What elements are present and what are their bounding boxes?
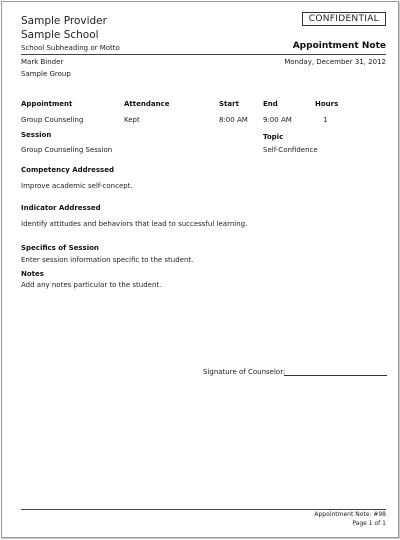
topic-label: Topic (263, 133, 284, 141)
specifics-value: Enter session information specific to the student. (21, 256, 194, 264)
cell-attendance: Kept (124, 116, 140, 124)
col-header-end: End (263, 100, 278, 108)
indicator-value: Identify attitudes and behaviors that lead to successful learning. (21, 220, 248, 228)
document-title: Appointment Note (292, 41, 386, 51)
school-subheading: School Subheading or Motto (21, 44, 120, 52)
col-header-start: Start (219, 100, 239, 108)
notes-value: Add any notes particular to the student. (21, 281, 162, 289)
session-label: Session (21, 131, 52, 139)
confidential-badge: CONFIDENTIAL (302, 12, 386, 26)
col-header-appointment: Appointment (21, 100, 73, 108)
appointment-note-number: Appointment Note: #98 (314, 511, 386, 518)
cell-appointment: Group Counseling (21, 116, 84, 124)
school-name: Sample School (21, 29, 99, 41)
provider-name: Sample Provider (21, 15, 107, 27)
page-number: Page 1 of 1 (352, 520, 386, 527)
cell-end: 9:00 AM (263, 116, 292, 124)
appointment-date: Monday, December 31, 2012 (284, 58, 386, 66)
notes-label: Notes (21, 270, 44, 278)
signature-line (284, 375, 387, 376)
topic-value: Self-Confidence (263, 146, 318, 154)
col-header-attendance: Attendance (124, 100, 170, 108)
competency-label: Competency Addressed (21, 166, 114, 174)
cell-hours: 1 (323, 116, 328, 124)
cell-start: 8:00 AM (219, 116, 248, 124)
document-page (1, 1, 399, 538)
indicator-label: Indicator Addressed (21, 204, 101, 212)
competency-value: Improve academic self-concept. (21, 182, 133, 190)
signature-label: Signature of Counselor: (203, 368, 286, 376)
student-group: Sample Group (21, 70, 71, 78)
footer-divider (21, 509, 386, 510)
student-name: Mark Binder (21, 58, 64, 66)
header-divider (21, 54, 386, 55)
session-value: Group Counseling Session (21, 146, 113, 154)
specifics-label: Specifics of Session (21, 244, 99, 252)
col-header-hours: Hours (315, 100, 339, 108)
